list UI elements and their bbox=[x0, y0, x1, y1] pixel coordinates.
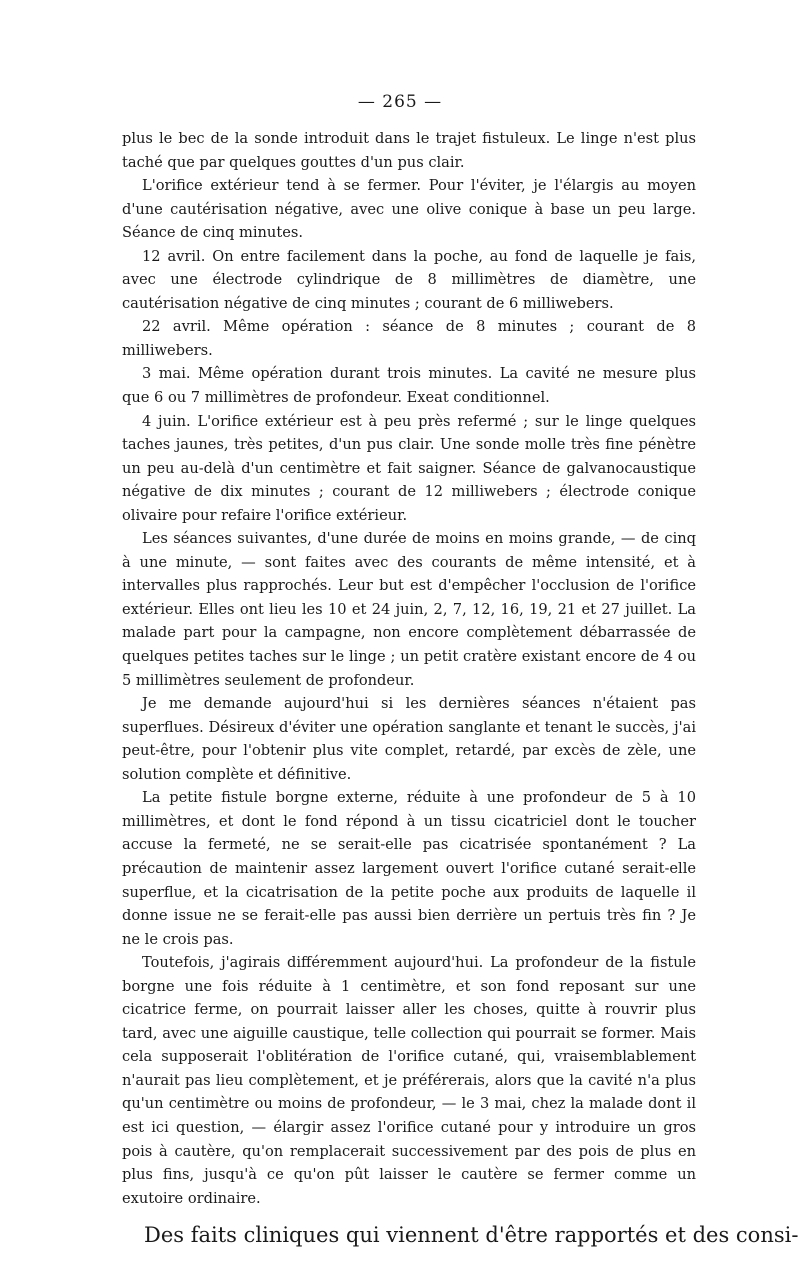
paragraph-toutefois: Toutefois, j'agirais différemment aujourd'hui. La profondeur de la fistule borgne une fois réduite à 1 centimètre, et son fond reposant sur une cicatrice ferme, on pourrait laisser aller les choses, quitte à rouvrir plus tard, avec une aiguille caustique, telle collection qui pourrait se former. Mais cela supposerait l'oblitération de l'orifice cutané, qui, vraisemblablement n'aurait pas lieu complètement, et je préférerais, alors que la cavité n'a plus qu'un centimètre ou moins de profondeur, — le 3 mai, chez la malade dont il est ici question, — élargir assez l'orifice cutané pour y introduire un gros pois à cautère, qu'on remplacerait successivement par des pois de plus en plus fins, jusqu'à ce qu'on pût laisser le cautère se fermer comme un exutoire ordinaire. bbox=[122, 954, 696, 1207]
page-number: — 265 — bbox=[357, 92, 443, 112]
closing-line: Des faits cliniques qui viennent d'être rapportés et des consi- bbox=[144, 1223, 799, 1247]
paragraph-3-mai: 3 mai. Même opération durant trois minutes. La cavité ne mesure plus que 6 ou 7 millimètres de profondeur. Exeat conditionnel. bbox=[122, 365, 696, 407]
body-text bbox=[122, 127, 696, 1210]
paragraph-petite-fistule: La petite fistule borgne externe, réduite à une profondeur de 5 à 10 millimètres, et dont le fond répond à un tissu cicatriciel dont le toucher accuse la fermeté, ne se serait-elle pas cicatrisée spontanément ? La précaution de maintenir assez largement ouvert l'orifice cutané serait-elle superflue, et la cicatrisation de la petite poche aux produits de laquelle il donne issue ne se ferait-elle pas aussi bien derrière un pertuis très fin ? Je ne le crois pas. bbox=[122, 789, 696, 948]
paragraph-22-avril: 22 avril. Même opération : séance de 8 minutes ; courant de 8 milliwebers. bbox=[122, 318, 696, 359]
paragraph-orifice: L'orifice extérieur tend à se fermer. Pour l'éviter, je l'élargis au moyen d'une cautérisation négative, avec une olive conique à base un peu large. Séance de cinq minutes. bbox=[122, 177, 696, 242]
paragraph-seances-suivantes: Les séances suivantes, d'une durée de moins en moins grande, — de cinq à une minute, — sont faites avec des courants de même intensité, et à intervalles plus rapprochés. Leur but est d'empêcher l'occlusion de l'orifice extérieur. Elles ont lieu les 10 et 24 juin, 2, 7, 12, 16, 19, 21 et 27 juillet. La malade part pour la campagne, non encore complètement débarrassée de quelques petites taches sur le linge ; un petit cratère existant encore de 4 ou 5 millimètres seulement de profondeur. bbox=[122, 530, 696, 689]
paragraph-12-avril: 12 avril. On entre facilement dans la poche, au fond de laquelle je fais, avec une électrode cylindrique de 8 millimètres de diamètre, une cautérisation négative de cinq minutes ; courant de 6 milliwebers. bbox=[122, 247, 696, 312]
paragraph-continuation: plus le bec de la sonde introduit dans le trajet fistuleux. Le linge n'est plus taché que par quelques gouttes d'un pus clair. bbox=[122, 130, 696, 171]
paragraph-je-me-demande: Je me demande aujourd'hui si les dernières séances n'étaient pas superflues. Désireux d'éviter une opération sanglante et tenant le succès, j'ai peut-être, pour l'obtenir plus vite complet, retardé, par excès de zèle, une solution complète et définitive. bbox=[122, 695, 696, 783]
paragraph-4-juin: 4 juin. L'orifice extérieur est à peu près refermé ; sur le linge quelques taches jaunes, très petites, d'un pus clair. Une sonde molle très fine pénètre un peu au-delà d'un centimètre et fait saigner. Séance de galvanocaustique négative de dix minutes ; courant de 12 milliwebers ; électrode conique olivaire pour refaire l'orifice extérieur. bbox=[122, 412, 696, 524]
